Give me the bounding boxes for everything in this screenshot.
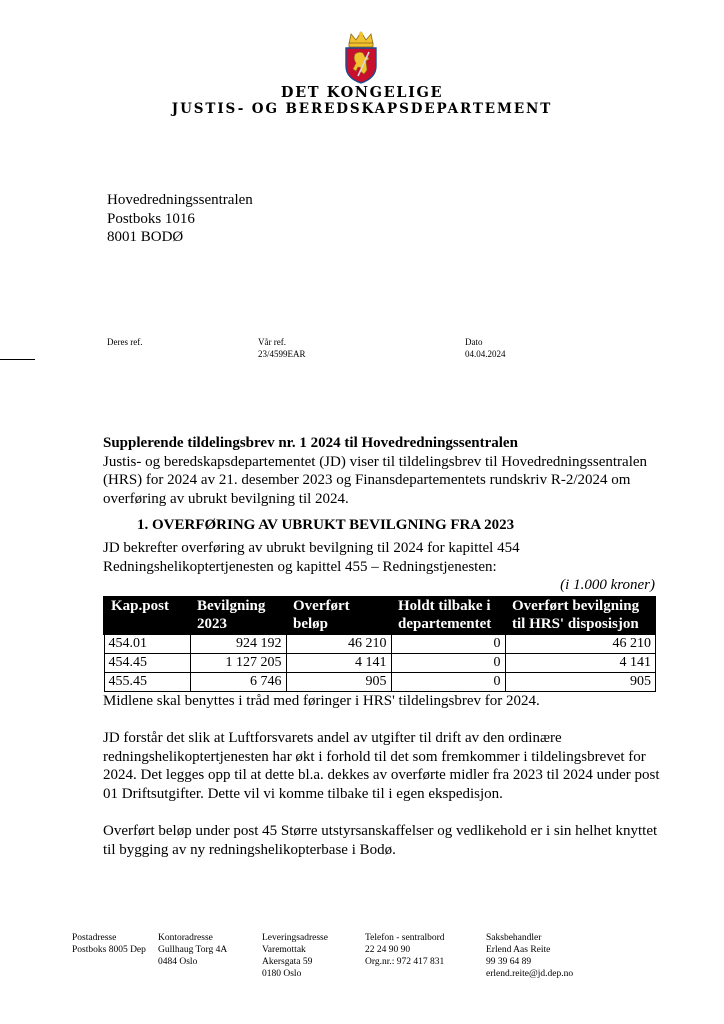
dato-label: Dato <box>465 337 483 347</box>
col-header-holdt-tilbake: Holdt tilbake i departementet <box>391 596 505 635</box>
norwegian-coat-of-arms-icon <box>336 30 386 84</box>
footer-saksbehandler <box>486 932 573 980</box>
recipient-line: 8001 BODØ <box>107 229 184 245</box>
footer-value: Varemottak <box>262 945 306 955</box>
table-row <box>104 634 656 653</box>
footer-value: Akersgata 59 <box>262 957 313 967</box>
table-cell: 905 <box>505 672 656 691</box>
deres-ref-label: Deres ref. <box>107 337 143 347</box>
table-cell: 6 746 <box>190 672 286 691</box>
footer-value: Erlend Aas Reite <box>486 945 551 955</box>
footer-email-link[interactable]: erlend.reite@jd.dep.no <box>486 969 574 979</box>
var-ref-label: Vår ref. <box>258 337 286 347</box>
footer-value: 0180 Oslo <box>262 969 302 979</box>
post45-paragraph: Overført beløp under post 45 Større utstyrsanskaffelser og vedlikehold er i sin helhet knyttet til bygging av ny redningshelikopterbase i Bodø. <box>103 822 658 858</box>
footer-value: 99 39 64 89 <box>486 957 532 967</box>
table-cell: 4 141 <box>286 653 391 672</box>
footer-label: Postadresse <box>72 933 117 943</box>
dato-value: 04.04.2024 <box>465 349 506 359</box>
footer-label: Leveringsadresse <box>262 933 328 943</box>
footer-value: Postboks 8005 Dep <box>72 945 146 955</box>
allocation-table <box>103 596 656 692</box>
footer-label: Saksbehandler <box>486 933 542 943</box>
ministry-name-line-1: DET KONGELIGE <box>280 84 444 101</box>
table-header-row <box>104 596 656 635</box>
deres-ref <box>107 336 142 348</box>
after-table-paragraph: Midlene skal benyttes i tråd med føringer i HRS' tildelingsbrev for 2024. <box>103 692 540 709</box>
footer-value: 0484 Oslo <box>158 957 198 967</box>
subject-line: Supplerende tildelingsbrev nr. 1 2024 til Hovedredningssentralen <box>103 435 518 451</box>
intro-paragraph: Justis- og beredskapsdepartementet (JD) viser til tildelingsbrev til Hovedredningssentralen (HRS) for 2024 av 21. desember 2023 og Finansdepartementets rundskriv R-2/2024 om overføring av ubrukt bevilgning til 2024. <box>103 453 648 507</box>
table-cell: 454.01 <box>104 634 190 653</box>
col-header-overfort-hrs: Overført bevilgning til HRS' disposisjon <box>505 596 656 635</box>
dato <box>465 336 506 360</box>
footer-value: 22 24 90 90 <box>365 945 411 955</box>
recipient-address <box>107 191 253 247</box>
table-cell: 1 127 205 <box>190 653 286 672</box>
footer-value: Org.nr.: 972 417 831 <box>365 957 445 967</box>
footer-postadresse <box>72 932 146 956</box>
recipient-line: Hovedredningssentralen <box>107 192 253 208</box>
col-header-bevilgning: Bevilgning 2023 <box>190 596 286 635</box>
table-cell: 455.45 <box>104 672 190 691</box>
table-cell: 0 <box>391 653 505 672</box>
unit-note: (i 1.000 kroner) <box>560 577 655 594</box>
footer-kontoradresse <box>158 932 227 968</box>
col-header-kap-post: Kap.post <box>104 596 190 635</box>
footer-leveringsadresse <box>262 932 328 980</box>
letter-body <box>103 434 663 859</box>
table-cell: 454.45 <box>104 653 190 672</box>
fold-mark <box>0 359 35 360</box>
table-cell: 4 141 <box>505 653 656 672</box>
footer-label: Telefon - sentralbord <box>365 933 445 943</box>
table-cell: 905 <box>286 672 391 691</box>
var-ref-value: 23/4599EAR <box>258 349 306 359</box>
footer-value: Gullhaug Torg 4A <box>158 945 228 955</box>
table-cell: 46 210 <box>286 634 391 653</box>
table-cell: 0 <box>391 672 505 691</box>
table-cell: 0 <box>391 634 505 653</box>
ministry-name-line-2: JUSTIS- OG BEREDSKAPSDEPARTEMENT <box>171 101 553 117</box>
table-cell: 924 192 <box>190 634 286 653</box>
section-intro-paragraph: JD bekrefter overføring av ubrukt bevilgning til 2024 for kapittel 454 Redningshelikoptertjenesten og kapittel 455 – Redningstjenesten: <box>103 539 520 575</box>
section-heading: 1. OVERFØRING AV UBRUKT BEVILGNING FRA 2023 <box>137 517 515 534</box>
recipient-line: Postboks 1016 <box>107 210 195 227</box>
footer-telefon <box>365 932 445 968</box>
col-header-overfort-belop: Overført beløp <box>286 596 391 635</box>
var-ref <box>258 336 306 360</box>
footer-label: Kontoradresse <box>158 933 213 943</box>
table-row <box>104 672 656 691</box>
air-force-paragraph: JD forstår det slik at Luftforsvarets andel av utgifter til drift av den ordinære redningshelikoptertjenesten har økt i forhold til det som fremkommer i tildelingsbrevet for 2024. Det legges opp til at dette bl.a. dekkes av overførte midler fra 2023 til 2024 under post 01 Driftsutgifter. Dette vil vi komme tilbake til i egen ekspedisjon. <box>103 729 660 802</box>
table-cell: 46 210 <box>505 634 656 653</box>
table-row <box>104 653 656 672</box>
